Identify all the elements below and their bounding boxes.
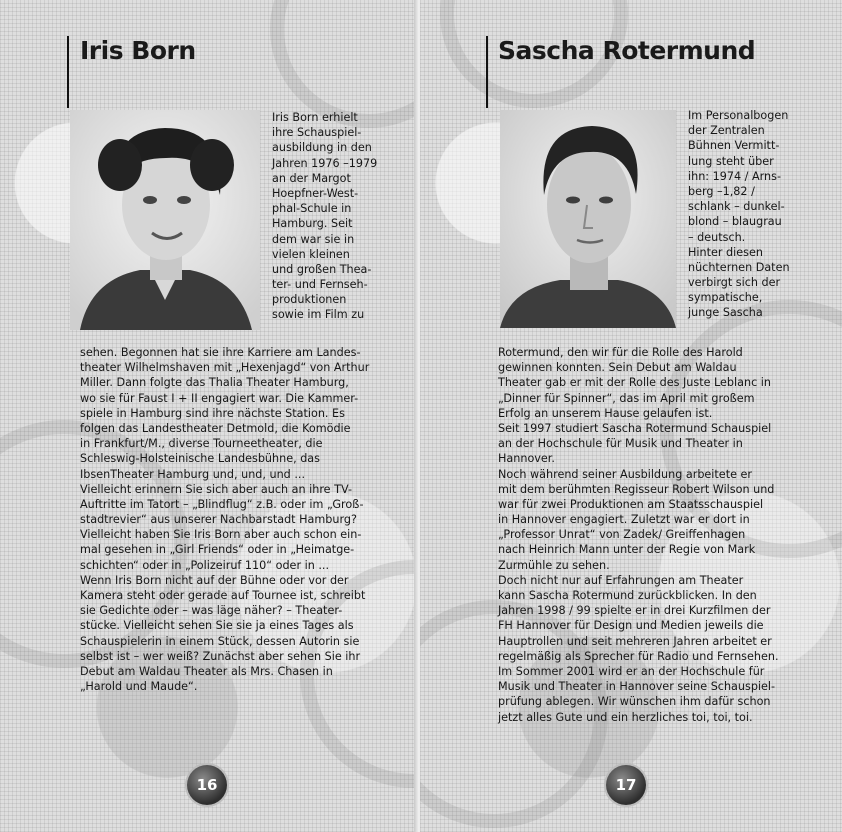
page-title: Sascha Rotermund — [498, 36, 756, 65]
page-number: 17 — [606, 765, 646, 805]
title-rule — [486, 36, 488, 108]
intro-text-column: Iris Born erhielt ihre Schauspiel- ausbildung in den Jahren 1976 –1979 an der Margot Hoepfner-West- phal-Schule in Hamburg. Seit dem war sie in vielen kleinen und großen Thea- ter- und Fernseh- produktionen sowie im Film zu — [272, 111, 378, 322]
background-ornament — [270, 0, 418, 128]
page-title: Iris Born — [80, 36, 196, 65]
page-right — [420, 0, 842, 832]
title-rule — [67, 36, 69, 108]
body-text: Rotermund, den wir für die Rolle des Harold gewinnen konnten. Sein Debut am Waldau Theater gab er mit der Rolle des Juste Leblanc in „Dinner für Spinner“, das im April mit großem Erfolg an unserem Hause gelaufen ist. Seit 1997 studiert Sascha Rotermund Schauspiel an der Hochschule für Musik und Theater in Hannover. Noch während seiner Ausbildung arbeitete er mit dem berühmten Regisseur Robert Wilson und war für zwei Produktionen am Staatsschauspiel in Hannover engagiert. Zuletzt war er dort in „Professor Unrat“ von Zadek/ Greiffenhagen nach Heinrich Mann unter der Regie von Mark Zurmühle zu sehen. Doch nicht nur auf Erfahrungen am Theater kann Sascha Rotermund zurückblicken. In den Jahren 1998 / 99 spielte er in drei Kurzfilmen der FH Hannover für Design und Medien jeweils die Hauptrollen und seit mehreren Jahren arbeitet er regelmäßig als Sprecher für Radio und Fernsehen. Im Sommer 2001 wird er an der Hochschule für Musik und Theater in Hannover seine Schauspiel- prüfung ablegen. Wir wünschen ihm dafür schon jetzt alles Gute und ein herzliches toi, toi, toi. — [498, 346, 779, 724]
intro-text-column: Im Personalbogen der Zentralen Bühnen Vermitt- lung steht über ihn: 1974 / Arns- berg –1,82 / schlank – dunkel- blond – blaugrau – deutsch. Hinter diesen nüchternen Daten verbirgt sich der sympatische, junge Sascha — [688, 109, 790, 320]
page-number: 16 — [187, 765, 227, 805]
page-left — [0, 0, 418, 832]
portrait-photo-sascha-rotermund — [500, 110, 676, 328]
body-text: sehen. Begonnen hat sie ihre Karriere am Landes- theater Wilhelmshaven mit „Hexenjagd“ von Arthur Miller. Dann folgte das Thalia Theater Hamburg, wo sie für Faust I + II engagiert war. Die Kammer- spiele in Hamburg sind ihre nächste Station. Es folgen das Landestheater Detmold, die Komödie in Frankfurt/M., diverse Tourneetheater, die Schleswig-Holsteinische Landesbühne, das IbsenTheater Hamburg und, und, und ... Vielleicht erinnern Sie sich aber auch an ihre TV- Auftritte im Tatort – „Blindflug“ z.B. oder im „Groß- stadtrevier“ aus unserer Nachbarstadt Hamburg? Vielleicht haben Sie Iris Born aber auch schon ein- mal gesehen in „Girl Friends“ oder in „Heimatge- schichten“ oder in „Polizeiruf 110“ oder in ... Wenn Iris Born nicht auf der Bühne oder vor der Kamera steht oder gerade auf Tournee ist, schreibt sie Gedichte oder – was läge näher? – Theater- stücke. Vielleicht sehen Sie sie ja eines Tages als Schauspielerin in einem Stück, dessen Autorin sie selbst ist – wer weiß? Zunächst aber sehen Sie ihr Debut am Waldau Theater als Mrs. Chasen in „Harold und Maude“. — [80, 346, 370, 694]
portrait-photo-iris-born — [70, 110, 260, 330]
